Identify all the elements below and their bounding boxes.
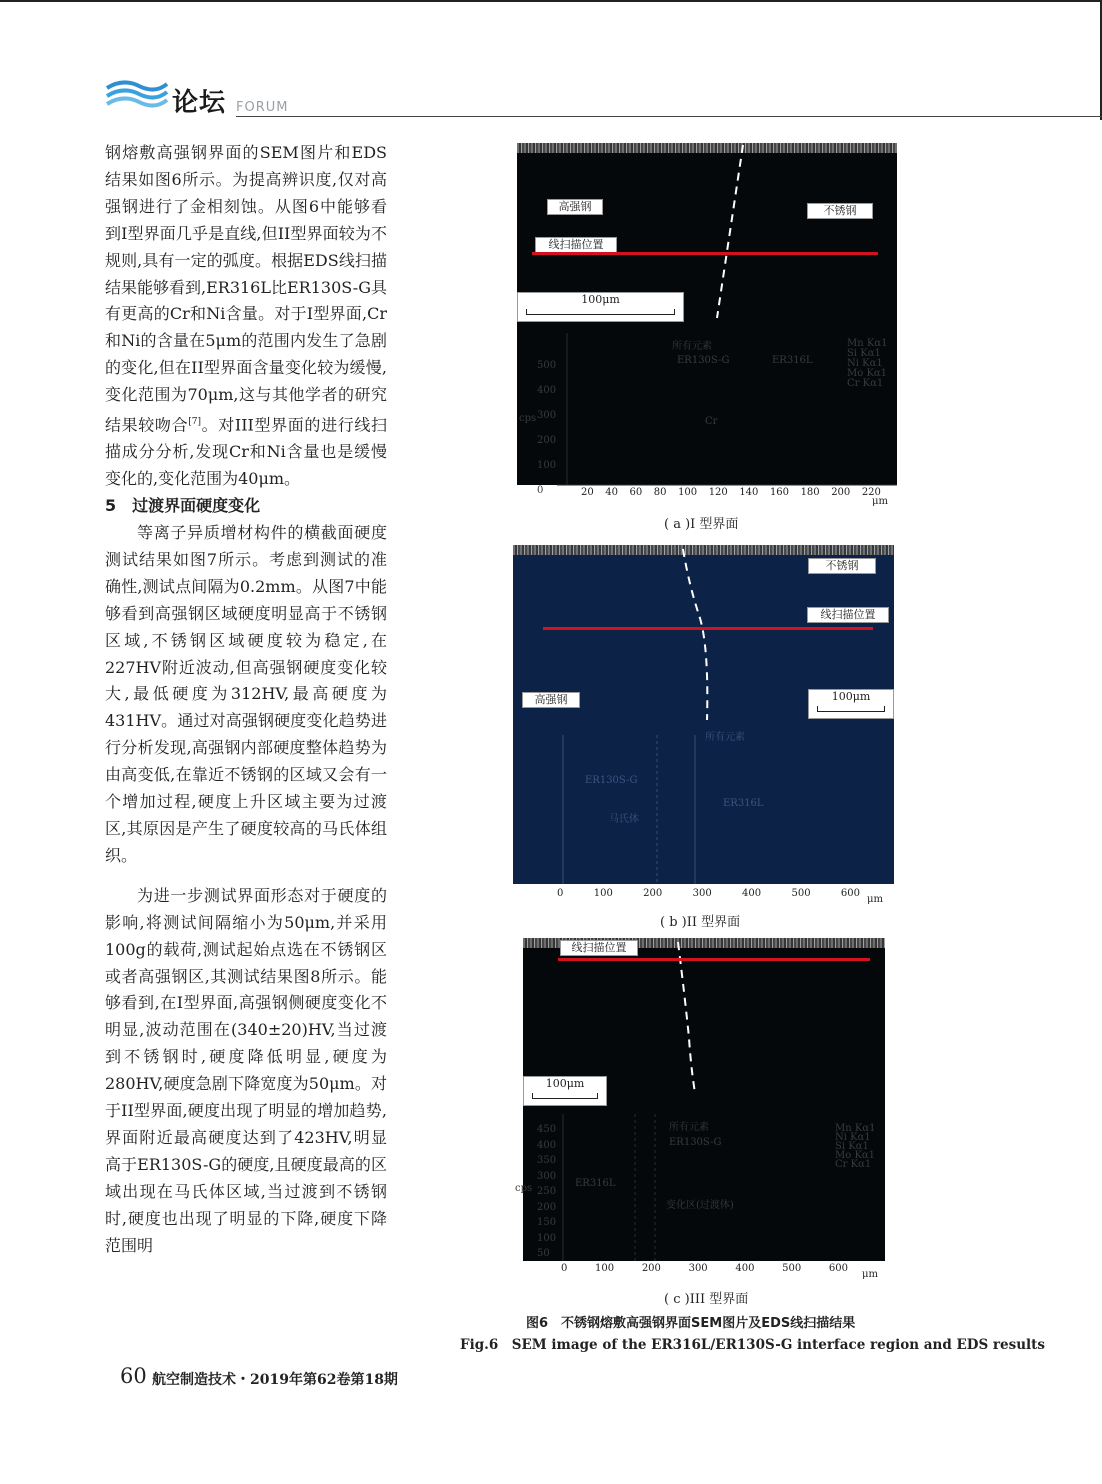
faint-ytick-c: 450 bbox=[537, 1124, 557, 1135]
faint-legend-c-item: Mo Kα1 bbox=[835, 1150, 876, 1161]
x-tick-a: 100 bbox=[678, 487, 698, 498]
scale-bar-a bbox=[517, 292, 684, 322]
reference-mark: [7] bbox=[188, 417, 201, 428]
faint-legend-c-item: Cr Kα1 bbox=[835, 1159, 872, 1170]
scan-line-b bbox=[543, 627, 873, 630]
x-tick-a: 140 bbox=[739, 487, 759, 498]
journal-title: 航空制造技术・2019年第62卷第18期 bbox=[152, 1372, 398, 1388]
scale-bar-a-label: 100μm bbox=[581, 293, 620, 306]
forum-logo-icon bbox=[105, 78, 169, 110]
faint-ytick-a: 400 bbox=[537, 385, 557, 396]
label-high-strength-steel-b: 高强钢 bbox=[522, 692, 580, 708]
faint-all-elements-c: 所有元素 bbox=[669, 1122, 709, 1133]
scale-bar-c-label: 100μm bbox=[545, 1077, 585, 1090]
x-tick-c: 0 bbox=[561, 1263, 568, 1274]
faint-ytick-c: 350 bbox=[537, 1155, 557, 1166]
x-axis-ticks-c bbox=[561, 1263, 848, 1274]
label-high-strength-steel-a: 高强钢 bbox=[547, 199, 603, 215]
faint-ytick-a: 500 bbox=[537, 360, 557, 371]
x-tick-a: 180 bbox=[800, 487, 820, 498]
x-tick-b: 300 bbox=[692, 888, 712, 899]
x-tick-a: 200 bbox=[831, 487, 851, 498]
x-axis-ticks-b bbox=[557, 888, 860, 899]
label-scan-position-b: 线扫描位置 bbox=[807, 607, 889, 623]
faint-yticks-c bbox=[537, 1122, 556, 1262]
x-tick-c: 300 bbox=[688, 1263, 708, 1274]
x-tick-c: 200 bbox=[641, 1263, 661, 1274]
caption-panel-c: ( c )III 型界面 bbox=[664, 1292, 749, 1307]
faint-cr-a: Cr bbox=[705, 416, 718, 427]
faint-legend-a-item: Cr Kα1 bbox=[847, 378, 884, 389]
scale-bar-c bbox=[523, 1076, 607, 1106]
scan-line-c bbox=[558, 958, 870, 961]
faint-legend-c-item: Mn Kα1 bbox=[835, 1123, 876, 1134]
faint-yticks-a bbox=[537, 353, 556, 503]
top-rule bbox=[0, 0, 1102, 2]
x-tick-c: 500 bbox=[782, 1263, 802, 1274]
x-axis-ticks-a bbox=[581, 487, 881, 498]
paragraph-3: 为进一步测试界面形态对于硬度的影响,将测试间隔缩小为50μm,并采用100g的载荷,测试起始点选在不锈钢区或者高强钢区,其测试结果图8所示。能够看到,在I型界面,高强钢侧硬度变化不明显,波动范围在(340±20)HV,当过渡到不锈钢时,硬度降低明显,硬度为280HV,硬度急剧下降宽度为50μm。对于II型界面,硬度出现了明显的增加趋势,界面附近最高硬度达到了423HV,明显高于ER130S-G的硬度,且硬度最高的区域出现在马氏体区域,当过渡到不锈钢时,硬度也出现了明显的下降,硬度下降范围明 bbox=[105, 885, 387, 1255]
x-unit-a: μm bbox=[872, 496, 888, 507]
faint-er316l-c: ER316L bbox=[575, 1178, 616, 1189]
faint-ytick-c: 300 bbox=[537, 1170, 557, 1182]
faint-ytick-c: 150 bbox=[537, 1217, 557, 1228]
header-rule bbox=[236, 116, 1102, 117]
faint-er130sg-a: ER130S-G bbox=[677, 355, 730, 366]
faint-cps-c: cps bbox=[515, 1183, 533, 1194]
body-column bbox=[105, 140, 387, 1259]
figure-caption-en: Fig.6 SEM image of the ER316L/ER130S-G interface region and EDS results bbox=[460, 1337, 1046, 1353]
caption-panel-a: ( a )I 型界面 bbox=[664, 517, 739, 532]
faint-ytick-a: 300 bbox=[537, 410, 557, 421]
faint-cps-a: cps bbox=[519, 413, 537, 424]
x-tick-c: 400 bbox=[735, 1263, 755, 1274]
brand-subtitle: FORUM bbox=[236, 100, 289, 115]
x-tick-a: 20 bbox=[581, 487, 594, 498]
x-tick-c: 100 bbox=[595, 1263, 615, 1274]
x-tick-a: 80 bbox=[653, 487, 667, 498]
figure-panel-c bbox=[515, 938, 885, 1261]
faint-legend-a bbox=[847, 339, 887, 389]
x-tick-b: 500 bbox=[791, 888, 811, 899]
faint-legend-a-item: Si Kα1 bbox=[847, 348, 881, 359]
label-stainless-steel-a: 不锈钢 bbox=[807, 203, 873, 219]
paragraph-1 bbox=[105, 140, 387, 493]
x-tick-b: 200 bbox=[643, 888, 663, 899]
faint-martensite-b: 马氏体 bbox=[609, 814, 639, 825]
section-heading: 5 过渡界面硬度变化 bbox=[105, 496, 261, 516]
scan-line-a bbox=[532, 252, 878, 255]
faint-legend-c-item: Si Kα1 bbox=[835, 1141, 869, 1152]
faint-ytick-c: 400 bbox=[537, 1139, 557, 1151]
paragraph-1-tail: 。对III型界面的进行线扫描成分分析,发现Cr和Ni含量也是缓慢变化的,变化范围为40μm。 bbox=[105, 415, 387, 489]
paragraph-1-text: 钢熔敷高强钢界面的SEM图片和EDS结果如图6所示。为提高辨识度,仅对高强钢进行了金相刻蚀。从图6中能够看到I型界面几乎是直线,但II型界面较为不规则,具有一定的弧度。根据EDS线扫描结果能够看到,ER316L比ER130S-G具有更高的Cr和Ni含量。对于I型界面,Cr和Ni的含量在5μm的范围内发生了急剧的变化,但在II型界面含量变化较为缓慢,变化范围为70μm,这与其他学者的研究结果较吻合 bbox=[105, 143, 387, 435]
x-tick-a: 40 bbox=[605, 487, 618, 498]
faint-er316l-b: ER316L bbox=[723, 798, 764, 809]
faint-transition-c: 变化区(过渡体) bbox=[666, 1200, 734, 1211]
x-tick-a: 220 bbox=[861, 487, 881, 498]
faint-ytick-c: 250 bbox=[537, 1186, 557, 1197]
x-tick-b: 400 bbox=[742, 888, 762, 899]
figure-caption-cn: 图6 不锈钢熔敷高强钢界面SEM图片及EDS线扫描结果 bbox=[526, 1316, 856, 1331]
faint-legend-c bbox=[835, 1124, 875, 1169]
x-tick-c: 600 bbox=[828, 1263, 848, 1274]
faint-er130sg-b: ER130S-G bbox=[585, 775, 638, 786]
label-scan-position-a: 线扫描位置 bbox=[535, 237, 617, 253]
figure-panel-b bbox=[513, 545, 894, 884]
x-tick-b: 600 bbox=[840, 888, 860, 899]
caption-panel-b: ( b )II 型界面 bbox=[660, 915, 741, 930]
x-unit-c: μm bbox=[862, 1269, 878, 1280]
brand-title: 论坛 bbox=[172, 88, 227, 118]
x-tick-a: 160 bbox=[769, 487, 790, 498]
faint-legend-a-item: Mo Kα1 bbox=[847, 368, 888, 379]
label-stainless-steel-b: 不锈钢 bbox=[808, 558, 876, 574]
faint-ytick-c: 100 bbox=[537, 1232, 557, 1244]
scale-bar-b bbox=[808, 689, 894, 719]
scale-bar-b-label: 100μm bbox=[831, 690, 871, 703]
x-tick-b: 100 bbox=[593, 888, 613, 899]
faint-all-elements-b: 所有元素 bbox=[705, 732, 745, 743]
page-number: 60 bbox=[120, 1364, 147, 1388]
faint-er316l-a: ER316L bbox=[772, 355, 813, 366]
x-unit-b: μm bbox=[867, 894, 883, 905]
faint-legend-c-item: Ni Kα1 bbox=[835, 1132, 871, 1143]
faint-ytick-a: 200 bbox=[537, 435, 557, 446]
faint-ytick-c: 50 bbox=[537, 1248, 550, 1259]
faint-all-elements-a: 所有元素 bbox=[672, 341, 712, 352]
label-scan-position-c: 线扫描位置 bbox=[560, 940, 638, 956]
paragraph-2: 等离子异质增材构件的横截面硬度测试结果如图7所示。考虑到测试的准确性,测试点间隔为0.2mm。从图7中能够看到高强钢区域硬度明显高于不锈钢区域,不锈钢区域硬度较为稳定,在227HV附近波动,但高强钢硬度变化较大,最低硬度为312HV,最高硬度为431HV。通过对高强钢硬度变化趋势进行分析发现,高强钢内部硬度整体趋势为由高变低,在靠近不锈钢的区域又会有一个增加过程,硬度上升区域主要为过渡区,其原因是产生了硬度较高的马氏体组织。 bbox=[105, 523, 387, 865]
faint-legend-a-item: Mn Kα1 bbox=[847, 338, 888, 349]
faint-er130sg-c: ER130S-G bbox=[669, 1137, 722, 1148]
faint-ytick-a: 100 bbox=[537, 460, 557, 471]
x-tick-a: 60 bbox=[629, 487, 643, 498]
x-tick-a: 120 bbox=[708, 487, 728, 498]
faint-ytick-c: 200 bbox=[537, 1201, 557, 1213]
x-tick-b: 0 bbox=[557, 888, 564, 899]
faint-ytick-a: 0 bbox=[537, 485, 544, 496]
faint-legend-a-item: Ni Kα1 bbox=[847, 358, 883, 369]
